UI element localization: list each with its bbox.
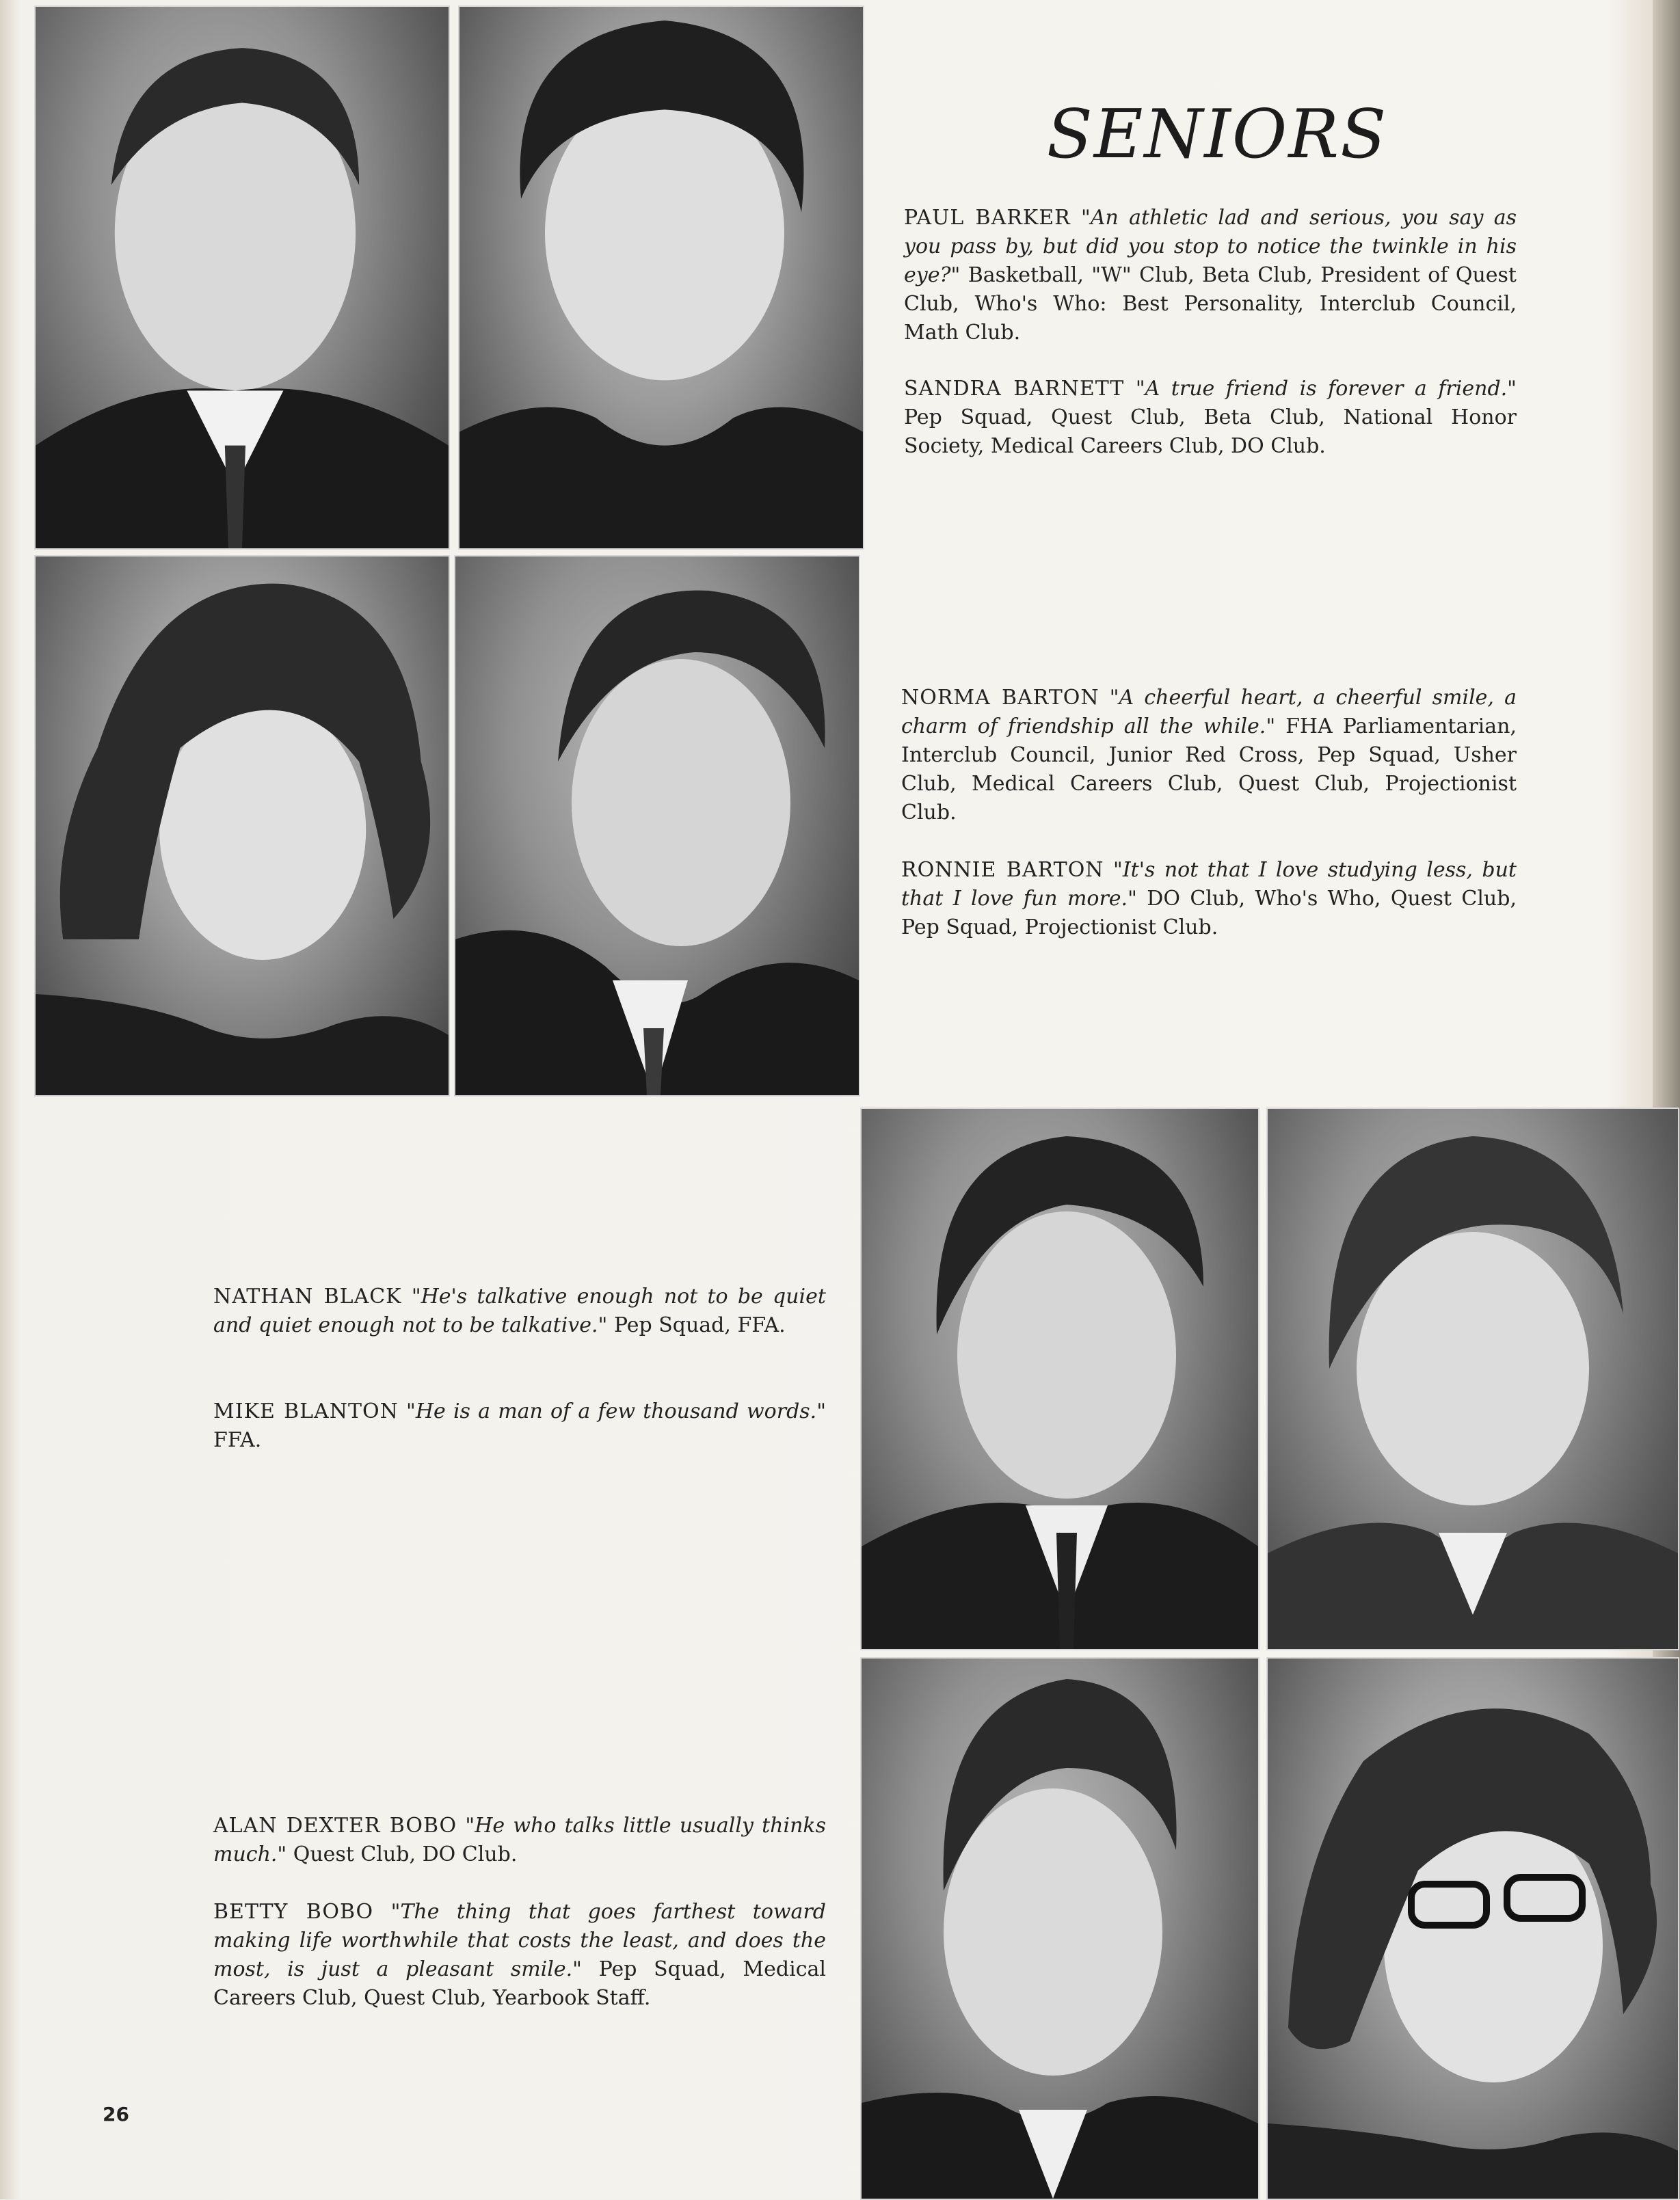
bio-betty-bobo <box>213 1898 826 2013</box>
student-name: ALAN DEXTER BOBO <box>213 1814 457 1838</box>
portrait-betty-bobo <box>1266 1657 1679 2200</box>
student-activities: DO Club, Who's Who, Quest Club, Pep Squad, Projectionist Club. <box>901 887 1517 939</box>
portrait-alan-dexter-bobo <box>860 1657 1259 2200</box>
page-title: SENIORS <box>1046 96 1388 174</box>
portrait-nathan-black <box>860 1108 1259 1650</box>
student-quote: "He's talkative enough not to be quiet and quiet enough not to be talkative." <box>213 1285 826 1337</box>
portrait-norma-barton <box>34 555 450 1097</box>
student-name: SANDRA BARNETT <box>904 377 1125 401</box>
student-quote: "A cheerful heart, a cheerful smile, a charm of friendship all the while." <box>901 686 1517 738</box>
student-quote: "He is a man of a few thousand words." <box>406 1399 827 1423</box>
student-activities: Quest Club, DO Club. <box>286 1842 518 1866</box>
student-name: PAUL BARKER <box>904 206 1071 230</box>
page-number: 26 <box>103 2103 129 2125</box>
bio-nathan-black <box>213 1283 826 1340</box>
portrait-ronnie-barton <box>454 555 860 1097</box>
student-quote: "The thing that goes farthest toward making life worthwhile that costs the least, and does the most, is just a pleasant smile." <box>213 1900 826 1981</box>
student-name: BETTY BOBO <box>213 1900 374 1924</box>
student-quote: "He who talks little usually thinks much." <box>213 1814 826 1866</box>
bio-paul-barker <box>904 204 1517 347</box>
student-name: NORMA BARTON <box>901 686 1099 710</box>
bio-norma-barton <box>901 684 1517 827</box>
portrait-mike-blanton <box>1266 1108 1679 1650</box>
bio-alan-dexter-bobo <box>213 1812 826 1869</box>
student-quote: "An athletic lad and serious, you say as you pass by, but did you stop to notice the twinkle in his eye?" <box>904 206 1517 287</box>
student-name: NATHAN BLACK <box>213 1285 402 1309</box>
portrait-sandra-barnett <box>458 5 864 550</box>
student-activities: FFA. <box>213 1428 262 1452</box>
student-activities: Pep Squad, Medical Careers Club, Quest Club, Yearbook Staff. <box>213 1957 826 2010</box>
student-quote: "It's not that I love studying less, but that I love fun more." <box>901 858 1517 911</box>
student-quote: "A true friend is forever a friend." <box>1135 377 1517 401</box>
student-name: MIKE BLANTON <box>213 1399 399 1423</box>
student-activities: FHA Parliamentarian, Interclub Council, Junior Red Cross, Pep Squad, Usher Club, Medical Careers Club, Quest Club, Projectionist Club. <box>901 714 1517 824</box>
student-activities: Pep Squad, FFA. <box>607 1313 786 1337</box>
student-activities: Basketball, "W" Club, Beta Club, President of Quest Club, Who's Who: Best Personality, Interclub Council, Math Club. <box>904 263 1517 345</box>
bio-sandra-barnett <box>904 375 1517 461</box>
portrait-paul-barker <box>34 5 450 550</box>
student-name: RONNIE BARTON <box>901 858 1104 882</box>
bio-ronnie-barton <box>901 856 1517 942</box>
student-activities: Pep Squad, Quest Club, Beta Club, National Honor Society, Medical Careers Club, DO Club. <box>904 405 1517 458</box>
bio-mike-blanton <box>213 1397 826 1455</box>
